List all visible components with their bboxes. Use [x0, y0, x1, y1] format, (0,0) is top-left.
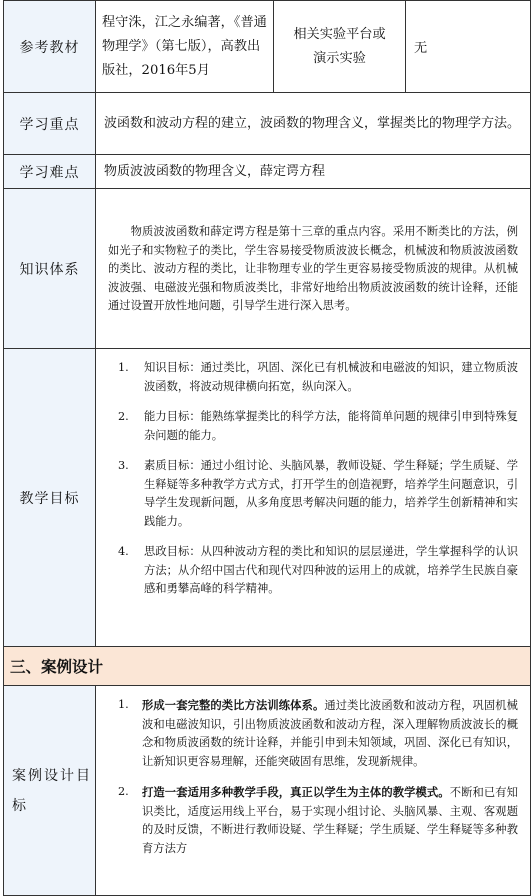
reference-label: 参考教材	[4, 1, 96, 93]
key-points-text: 波函数和波动方程的建立，波函数的物理含义，掌握类比的物理学方法。	[96, 93, 531, 155]
section-title: 三、案例设计	[10, 658, 104, 676]
difficulties-row	[4, 155, 531, 189]
knowledge-label: 知识体系	[4, 189, 96, 349]
goal-item: 3. 素质目标：通过小组讨论、头脑风暴，教师设疑、学生释疑；学生质疑、学生释疑等多种教学方式方式，打开学生的创造视野，培养学生问题意识，引导学生发现新问题，从多角度思考解决问题的能力，培养学生创新精神和实践能力。	[118, 459, 518, 528]
section-header-row	[4, 647, 531, 686]
knowledge-row	[4, 189, 531, 349]
reference-book: 程守洙，江之永编著，《普通物理学》（第七版），高教出版社，2016年5月	[96, 1, 274, 93]
teaching-goals-list	[96, 359, 530, 599]
platform-value: 无	[406, 1, 531, 93]
key-points-label: 学习重点	[4, 93, 96, 155]
knowledge-text: 物质波波函数和薛定谔方程是第十三章的重点内容。采用不断类比的方法，例如光子和实物粒子的类比，学生容易接受物质波波长概念，机械波和物质波波函数的类比、波动方程的类比，让非物理专业的学生更容易接受物质波的规律。从机械波波强、电磁波光强和物质波类比，非常好地给出物质波波函数的统计诠释，还能通过设置开放性地问题，引导学生进行深入思考。	[108, 225, 518, 313]
course-table	[3, 0, 531, 896]
reference-row	[4, 1, 531, 93]
difficulties-label: 学习难点	[4, 155, 96, 189]
key-points-row	[4, 93, 531, 155]
goal-item: 2. 能力目标：能熟练掌握类比的科学方法，能将简单问题的规律引申到特殊复杂问题的能力。	[118, 410, 518, 442]
teaching-goals-row	[4, 349, 531, 647]
case-design-row	[4, 686, 531, 896]
case-item-heading: 形成一套完整的类比方法训练体系。	[142, 698, 325, 712]
case-design-label: 案例设计目标	[4, 686, 96, 896]
teaching-goals-label: 教学目标	[4, 349, 96, 647]
case-item-heading: 打造一套适用多种教学手段，真正以学生为主体的教学模式。	[142, 785, 450, 799]
platform-label: 相关实验平台或演示实验	[274, 1, 406, 93]
goal-item: 1. 知识目标：通过类比，巩固、深化已有机械波和电磁波的知识，建立物质波波函数，将波动规律横向拓宽，纵向深入。	[118, 361, 518, 393]
goal-item: 4. 思政目标：从四种波动方程的类比和知识的层层递进，学生掌握科学的认识方法；从介绍中国古代和现代对四种波的运用上的成就，培养学生民族自豪感和勇攀高峰的科学精神。	[118, 545, 518, 595]
case-design-list	[96, 686, 530, 858]
difficulties-text: 物质波波函数的物理含义，薛定谔方程	[96, 155, 531, 189]
case-item: 1. 形成一套完整的类比方法训练体系。通过类比波函数和波动方程，巩固机械波和电磁波知识，引出物质波波函数和波动方程，深入理解物质波波长的概念和物质波函数的统计诠释，并能引申到未知领域，巩固、深化已有知识，让新知识更容易理解，还能突破固有思维，发现新规律。	[118, 698, 518, 768]
case-item: 2. 打造一套适用多种教学手段，真正以学生为主体的教学模式。不断和已有知识类比，适度运用线上平台，易于实现小组讨论、头脑风暴、主观、客观题的及时反馈，不断进行教师设疑、学生释疑；学生质疑、学生释疑等多种教育方法方	[118, 785, 518, 855]
